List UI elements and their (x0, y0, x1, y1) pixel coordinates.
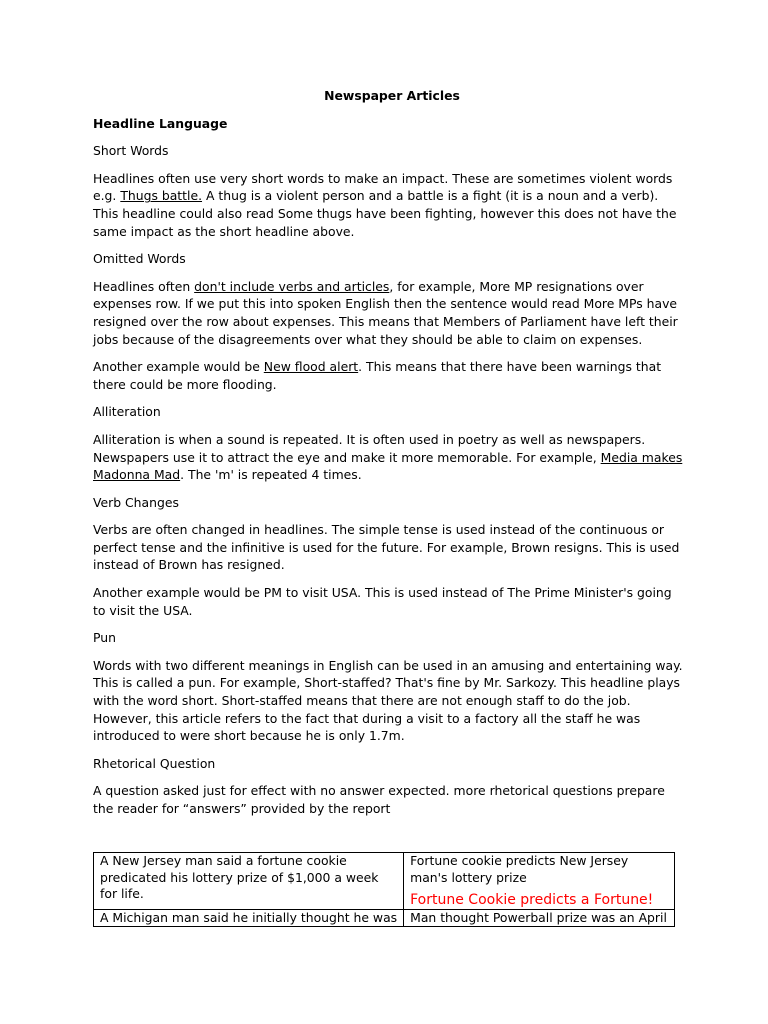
text-run: . The 'm' is repeated 4 times. (180, 467, 362, 483)
text-run: A thug is a violent person and a battle is a fight (it is a noun and a verb). This headline could also read Some thugs have been fighting, however this does not have the same impact as the short headline above. (93, 188, 677, 239)
heading-short-words: Short Words (93, 143, 169, 159)
section-heading: Headline Language (93, 115, 228, 131)
text-run: Another example would be (93, 359, 264, 375)
example-new-flood-alert: New flood alert (263, 359, 359, 375)
table-cell-headline: Man thought Powerball prize was an April (404, 909, 675, 927)
paragraph-verb-changes-2: Another example would be PM to visit USA. This is used instead of The Prime Minister's going to visit the USA. (93, 585, 672, 618)
paragraph-pun: Words with two different meanings in English can be used in an amusing and entertaining way. This is called a pun. For example, Short-staffed? That's fine by Mr. Sarkozy. This headline plays with the word short. Short-staffed means that there are not enough staff to do the job. However, this article refers to the fact that during a visit to a factory all the staff he was introduced to were short because he is only 1.7m. (93, 657, 683, 744)
paragraph-omitted-words-1 (93, 278, 683, 348)
text-run: Headlines often (93, 278, 195, 294)
paragraph-alliteration (93, 431, 683, 484)
example-thugs-battle: Thugs battle. (120, 188, 203, 204)
paragraph-rhetorical-question: A question asked just for effect with no answer expected. more rhetorical questions prepare the reader for “answers” provided by the report (93, 783, 665, 816)
text-run: Alliteration is when a sound is repeated. It is often used in poetry as well as newspapers. Newspapers use it to attract the eye and make it more memorable. For example, (93, 431, 646, 465)
document-body (93, 87, 683, 828)
paragraph-short-words (93, 170, 683, 240)
text-run: . This means that there have been warnings that there could be more flooding. (93, 359, 662, 392)
heading-rhetorical-question: Rhetorical Question (93, 755, 216, 771)
example-omitted: don't include verbs and articles (194, 278, 390, 294)
table-cell-story: A New Jersey man said a fortune cookie predicated his lottery prize of $1,000 a week for life. (94, 853, 404, 910)
headline-red-example: Fortune Cookie predicts a Fortune! (410, 892, 654, 908)
headline-text: Fortune cookie predicts New Jersey man's lottery prize (410, 853, 629, 885)
heading-alliteration: Alliteration (93, 404, 161, 420)
heading-verb-changes: Verb Changes (93, 494, 179, 510)
paragraph-verb-changes-1: Verbs are often changed in headlines. The simple tense is used instead of the continuous or perfect tense and the infinitive is used for the future. For example, Brown resigns. This is used instead of Brown has resigned. (93, 522, 680, 573)
heading-omitted-words: Omitted Words (93, 251, 186, 267)
document-title: Newspaper Articles (324, 88, 460, 103)
text-run: , for example, More MP resignations over expenses row. If we put this into spoken English then the sentence would read More MPs have resigned over the row about expenses. This means that Members of Parliament have left their jobs because of the disagreements over what they should be able to claim on expenses. (93, 278, 678, 347)
paragraph-omitted-words-2 (93, 358, 683, 393)
heading-pun: Pun (93, 630, 116, 646)
table-cell-headline (404, 853, 675, 910)
table-cell-story: A Michigan man said he initially thought he was (94, 909, 404, 927)
table-row (94, 909, 675, 927)
table-row (94, 853, 675, 910)
example-media-makes-madonna-mad: Media makes Madonna Mad (93, 449, 683, 483)
text-run: Headlines often use very short words to make an impact. These are sometimes violent words e.g. (93, 170, 673, 204)
headline-examples-table (93, 852, 675, 927)
